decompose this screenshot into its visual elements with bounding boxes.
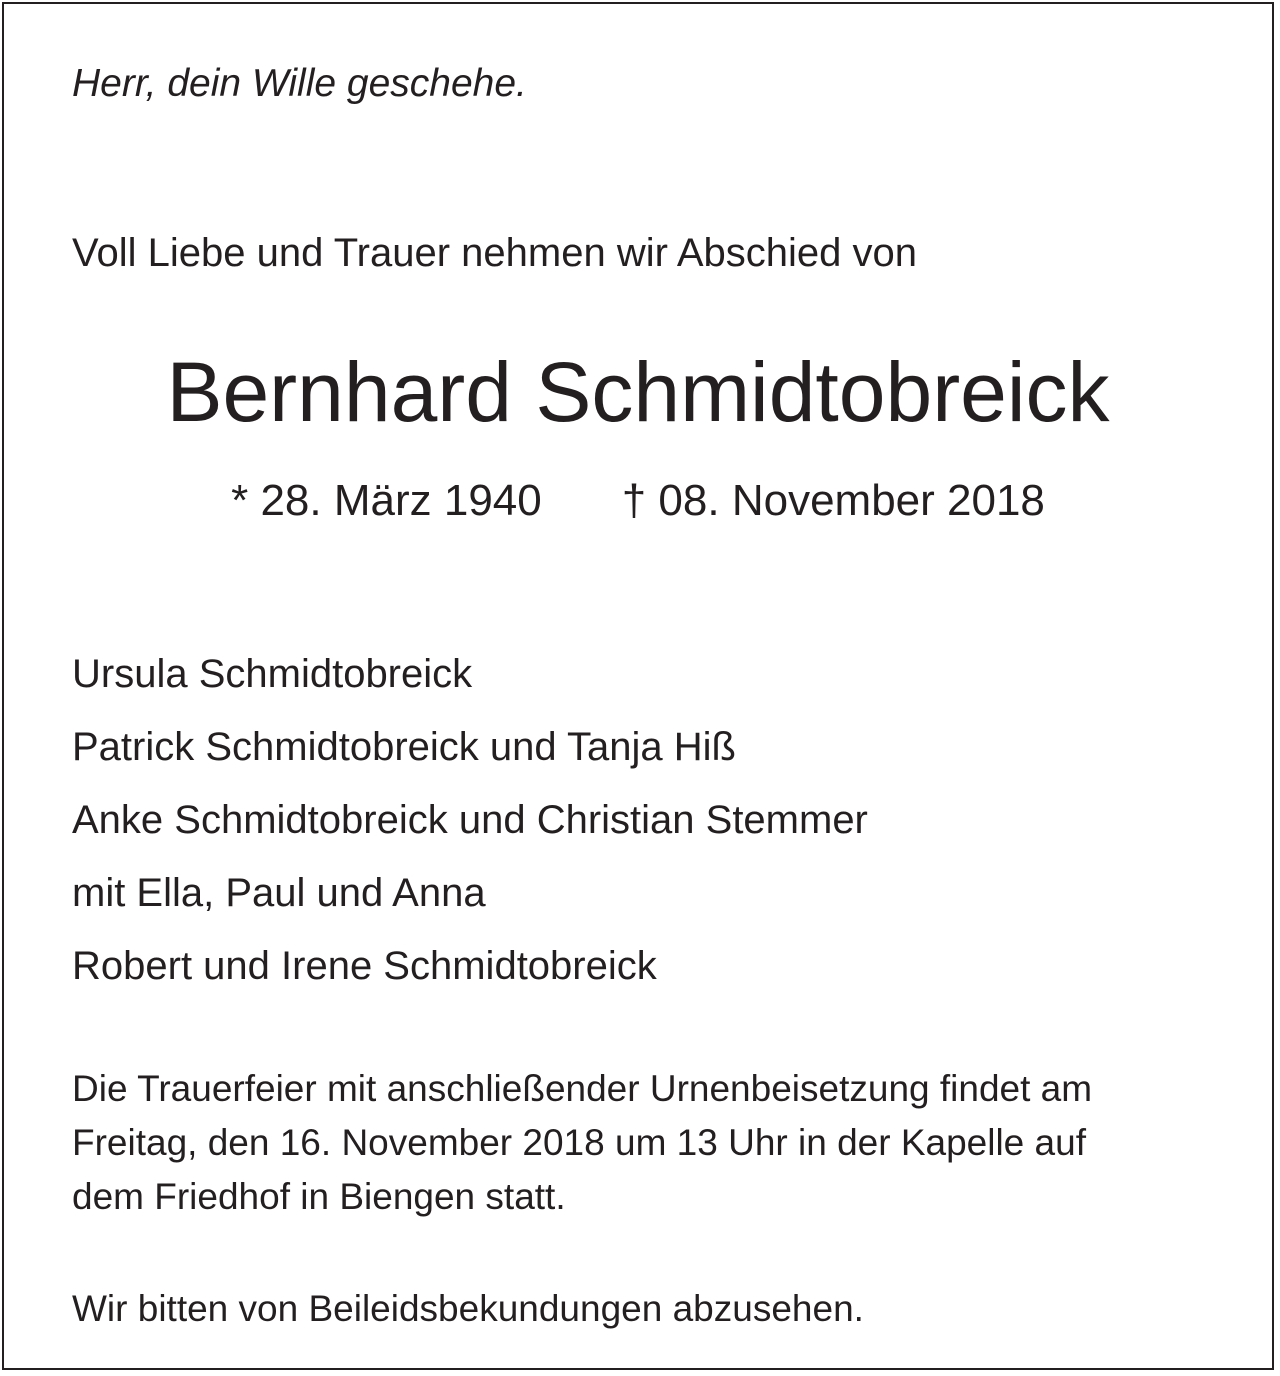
motto-text: Herr, dein Wille geschehe. xyxy=(72,62,527,105)
service-line: Freitag, den 16. November 2018 um 13 Uhr in der Kapelle auf xyxy=(72,1122,1086,1163)
service-announcement xyxy=(72,1062,1222,1224)
notice-frame xyxy=(2,2,1274,1370)
mourners-list xyxy=(72,638,868,1003)
deceased-name: Bernhard Schmidtobreick xyxy=(166,345,1110,439)
death-date: † 08. November 2018 xyxy=(621,476,1045,525)
service-line: dem Friedhof in Biengen statt. xyxy=(72,1176,566,1217)
mourner-line: Ursula Schmidtobreick xyxy=(72,652,473,696)
mourner-line: Patrick Schmidtobreick und Tanja Hiß xyxy=(72,725,736,769)
life-dates xyxy=(4,476,1272,525)
birth-date: * 28. März 1940 xyxy=(231,476,542,525)
mourner-line: mit Ella, Paul und Anna xyxy=(72,871,486,915)
mourner-line: Anke Schmidtobreick und Christian Stemmer xyxy=(72,798,868,842)
closing-text: Wir bitten von Beileidsbekundungen abzusehen. xyxy=(72,1288,864,1329)
service-line: Die Trauerfeier mit anschließender Urnenbeisetzung findet am xyxy=(72,1068,1093,1109)
mourner-line: Robert und Irene Schmidtobreick xyxy=(72,944,657,988)
intro-text: Voll Liebe und Trauer nehmen wir Abschied von xyxy=(72,231,917,275)
